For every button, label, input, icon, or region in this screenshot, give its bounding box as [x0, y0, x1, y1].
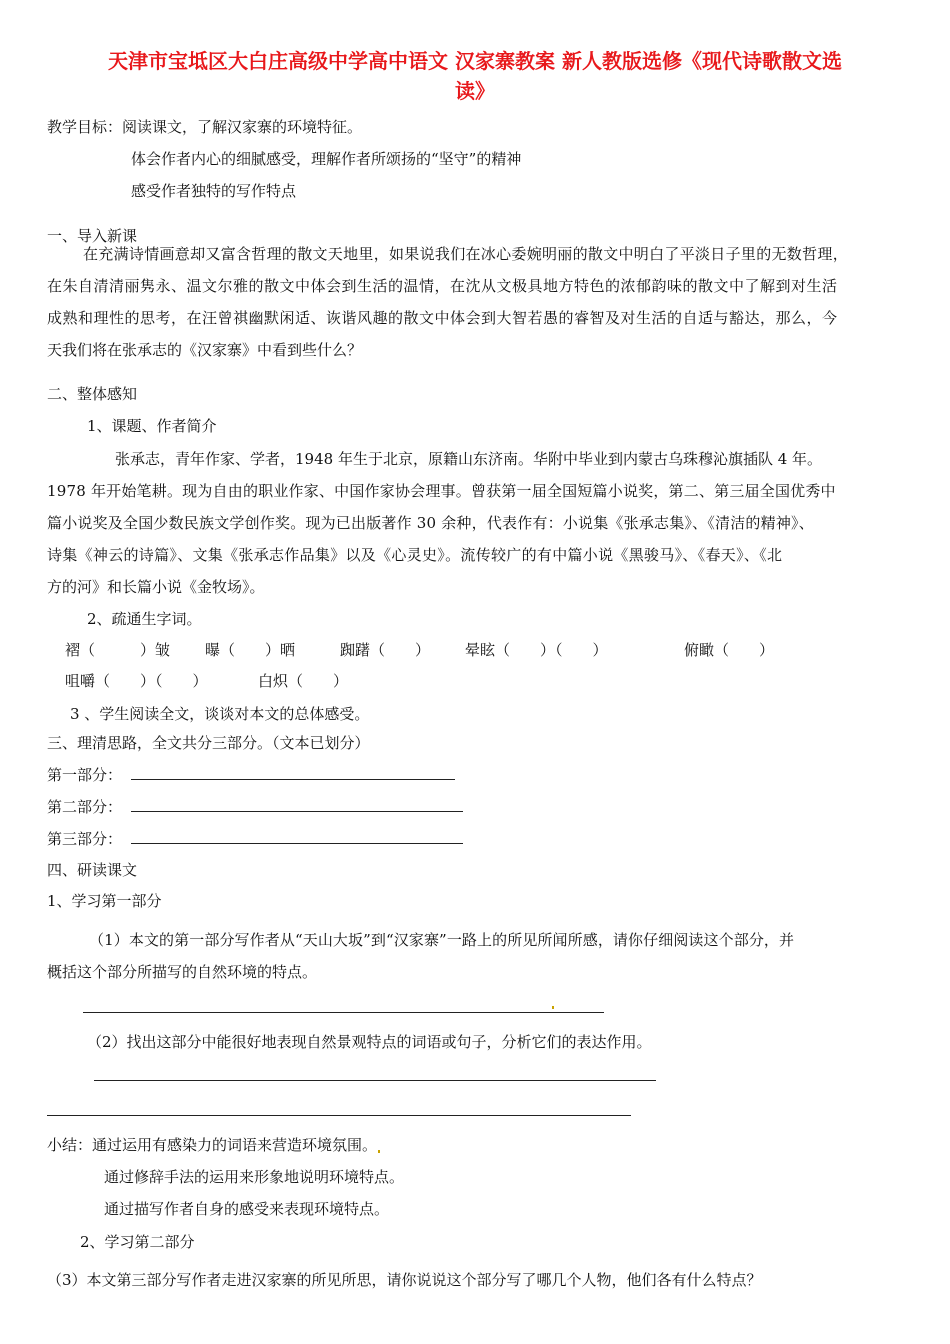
vocab-item: 曝（ ）晒	[205, 641, 296, 659]
part-3-answer-line[interactable]	[131, 843, 463, 844]
vocab-item: 踟躇（ ）	[340, 641, 431, 659]
stray-mark	[552, 1006, 554, 1009]
objective-line-2: 体会作者内心的细腻感受，理解作者所颂扬的“坚守”的精神	[131, 150, 522, 168]
intro-paragraph-line-3: 成熟和理性的思考，在汪曾祺幽默闲适、诙谐风趣的散文中体会到大智若愚的睿智及对生活的自适与豁达，那么，今	[47, 309, 838, 327]
section-4-heading: 四、研读课文	[47, 861, 138, 879]
subheading-part-1-study: 1、学习第一部分	[47, 892, 162, 910]
vocab-item: 褶（ ）皱	[65, 641, 171, 659]
document-title	[60, 46, 890, 106]
question-3: （3）本文第三部分写作者走进汉家寨的所见所思，请你说说这个部分写了哪几个人物，他们各有什么特点？	[47, 1271, 762, 1289]
section-1-heading: 一、导入新课	[47, 227, 138, 245]
intro-paragraph-line-1: 在充满诗情画意却又富含哲理的散文天地里，如果说我们在冰心委婉明丽的散文中明白了平淡日子里的无数哲理，	[83, 245, 849, 263]
author-bio-line-5: 方的河》和长篇小说《金牧场》。	[47, 578, 265, 596]
summary-line-3: 通过描写作者自身的感受来表现环境特点。	[104, 1200, 390, 1218]
section-2-heading: 二、整体感知	[47, 385, 138, 403]
question-2-answer-line-2[interactable]	[47, 1115, 631, 1116]
vocab-item: 咀嚼（ ）（ ）	[65, 672, 208, 690]
question-2: （2）找出这部分中能很好地表现自然景观特点的词语或句子，分析它们的表达作用。	[87, 1033, 652, 1051]
objective-line-3: 感受作者独特的写作特点	[131, 182, 297, 200]
objective-line-1: 教学目标：阅读课文，了解汉家寨的环境特征。	[47, 118, 363, 136]
author-bio-line-1: 张承志，青年作家、学者，1948 年生于北京，原籍山东济南。华附中毕业到内蒙古乌珠穆沁旗插队 4 年。	[115, 450, 823, 468]
section-3-heading: 三、理清思路，全文共分三部分。（文本已划分）	[47, 734, 370, 752]
subheading-overall-feeling: 3 、学生阅读全文，谈谈对本文的总体感受。	[70, 705, 370, 723]
question-1-line-2: 概括这个部分所描写的自然环境的特点。	[47, 963, 318, 981]
part-2-answer-line[interactable]	[131, 811, 463, 812]
title-line-2: 读》	[455, 79, 495, 103]
vocab-item: 白炽（ ）	[258, 672, 349, 690]
part-1-answer-line[interactable]	[131, 779, 455, 780]
summary-line-2: 通过修辞手法的运用来形象地说明环境特点。	[104, 1168, 405, 1186]
question-2-answer-line-1[interactable]	[94, 1080, 656, 1081]
subheading-vocabulary: 2、疏通生字词。	[87, 610, 202, 628]
vocab-item: 晕眩（ ）（ ）	[465, 641, 608, 659]
intro-paragraph-line-2: 在朱自清清丽隽永、温文尔雅的散文中体会到生活的温情，在沈从文极具地方特色的浓郁韵味的散文中了解到对生活	[47, 277, 838, 295]
author-bio-line-4: 诗集《神云的诗篇》、文集《张承志作品集》以及《心灵史》。流传较广的有中篇小说《黑骏马》、《春天》、《北	[47, 546, 783, 564]
question-1-line-1: （1）本文的第一部分写作者从“天山大坂”到“汉家寨”一路上的所见所闻所感，请你仔细阅读这个部分，并	[89, 931, 795, 949]
author-bio-line-2: 1978 年开始笔耕。现为自由的职业作家、中国作家协会理事。曾获第一届全国短篇小说奖，第二、第三届全国优秀中	[47, 482, 836, 500]
part-1-label: 第一部分：	[47, 766, 123, 784]
part-3-label: 第三部分：	[47, 830, 123, 848]
author-bio-line-3: 篇小说奖及全国少数民族文学创作奖。现为已出版著作 30 余种，代表作有：小说集《张承志集》、《清洁的精神》、	[47, 514, 814, 532]
title-line-1: 天津市宝坻区大白庄高级中学高中语文 汉家寨教案 新人教版选修《现代诗歌散文选	[108, 49, 842, 73]
question-1-answer-line[interactable]	[83, 1012, 604, 1013]
intro-paragraph-line-4: 天我们将在张承志的《汉家寨》中看到些什么？	[47, 341, 363, 359]
part-2-label: 第二部分：	[47, 798, 123, 816]
stray-mark	[378, 1150, 380, 1153]
subheading-author-intro: 1、课题、作者简介	[87, 417, 217, 435]
summary-line-1: 小结：通过运用有感染力的词语来营造环境氛围。	[47, 1136, 378, 1154]
subheading-part-2-study: 2、学习第二部分	[80, 1233, 195, 1251]
vocab-item: 俯瞰（ ）	[684, 641, 775, 659]
